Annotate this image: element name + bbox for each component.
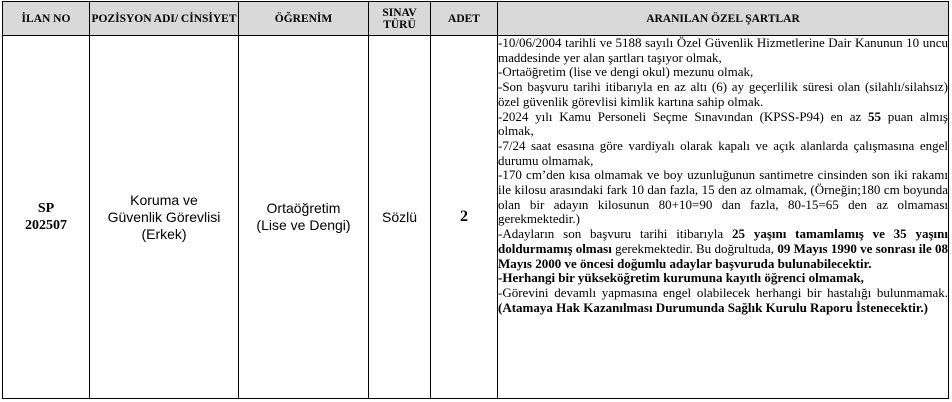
sart-bold-text: 55 bbox=[868, 108, 882, 124]
sart-item: -10/06/2004 tarihli ve 5188 sayılı Özel Güvenlik Hizmetlerine Dair Kanunun 10 uncu maddesinde yer alan şartları taşıyor olmak, bbox=[498, 35, 948, 65]
sart-item: -Herhangi bir yükseköğretim kurumuna kayıtlı öğrenci olmamak, bbox=[498, 270, 864, 286]
ogrenim-line-2: (Lise ve Dengi) bbox=[256, 217, 351, 233]
sart-text: -Görevini devamlı yapmasına engel olabilecek herhangi bir hastalığı bulunmamak. bbox=[498, 284, 948, 300]
ogrenim-cell bbox=[239, 36, 369, 399]
sart-bold-text: 09 Mayıs 1990 ve sonrası ile 08 Mayıs 2000 ve öncesi doğumlu adaylar başvuruda bulunabilecektir. bbox=[498, 240, 949, 271]
sart-item: -Ortaöğretim (lise ve dengi okul) mezunu olmak, bbox=[498, 64, 754, 80]
pozisyon-line-3: (Erkek) bbox=[141, 225, 187, 242]
header-row bbox=[3, 2, 949, 36]
sinav-turu-cell: Sözlü bbox=[369, 36, 431, 399]
ilan-row bbox=[3, 36, 949, 399]
ilan-no-number: 202507 bbox=[25, 218, 67, 233]
header-sartlar: ARANILAN ÖZEL ŞARTLAR bbox=[498, 2, 949, 36]
ilan-no-prefix: SP bbox=[37, 201, 55, 216]
sartlar-cell bbox=[498, 36, 949, 399]
ilan-table bbox=[2, 1, 949, 399]
sart-bold-text: 25 yaşını tamamlamış ve 35 yaşını doldurmamış olması bbox=[498, 226, 948, 256]
sart-bold-text: (Atamaya Hak Kazanılması Durumunda Sağlık Kurulu Raporu İstenecektir.) bbox=[498, 299, 929, 315]
pozisyon-line-2: Güvenlik Görevlisi bbox=[107, 208, 221, 225]
header-sinav-turu: SINAV TÜRÜ bbox=[369, 2, 431, 36]
ilan-no-cell bbox=[3, 36, 90, 399]
ogrenim-line-1: Ortaöğretim bbox=[266, 200, 341, 216]
header-ilan-no: İLAN NO bbox=[3, 2, 90, 36]
pozisyon-line-1: Koruma ve bbox=[130, 191, 198, 208]
header-adet: ADET bbox=[431, 2, 498, 36]
sart-text: -2024 yılı Kamu Personeli Seçme Sınavından (KPSS-P94) en az bbox=[498, 108, 869, 124]
header-ogrenim: ÖĞRENİM bbox=[239, 2, 369, 36]
sart-item bbox=[498, 286, 948, 315]
sart-text: -Adayların son başvuru tarihi itibarıyla bbox=[498, 226, 732, 242]
header-pozisyon: POZİSYON ADI/ CİNSİYET bbox=[90, 2, 239, 36]
sart-item bbox=[498, 227, 948, 271]
adet-cell: 2 bbox=[431, 36, 498, 399]
sart-text: puan almış olmak, bbox=[498, 108, 948, 139]
sart-item: -Son başvuru tarihi itibarıyla en az altı (6) ay geçerlilik süresi olan (silahlı/silahsız) özel güvenlik görevlisi kimlik kartına sahip olmak. bbox=[498, 79, 948, 109]
pozisyon-cell bbox=[90, 36, 239, 399]
sart-item bbox=[498, 110, 948, 139]
sart-item: -7/24 saat esasına göre vardiyalı olarak kapalı ve açık alanlarda çalışmasına engel durumu olmamak, bbox=[498, 137, 948, 168]
sart-text: gerekmektedir. Bu doğrultuda, bbox=[611, 240, 778, 256]
sart-item: -170 cm’den kısa olmamak ve boy uzunluğunun santimetre cinsinden son iki rakamı ile kilosu arasındaki fark 10 dan fazla, 15 den az olmamak, (Örneğin;180 cm boyunda olan bir adayın kilosunun 80+10=90 dan fazla, 80-15=65 den az olmaması gerekmektedir.) bbox=[498, 167, 948, 227]
